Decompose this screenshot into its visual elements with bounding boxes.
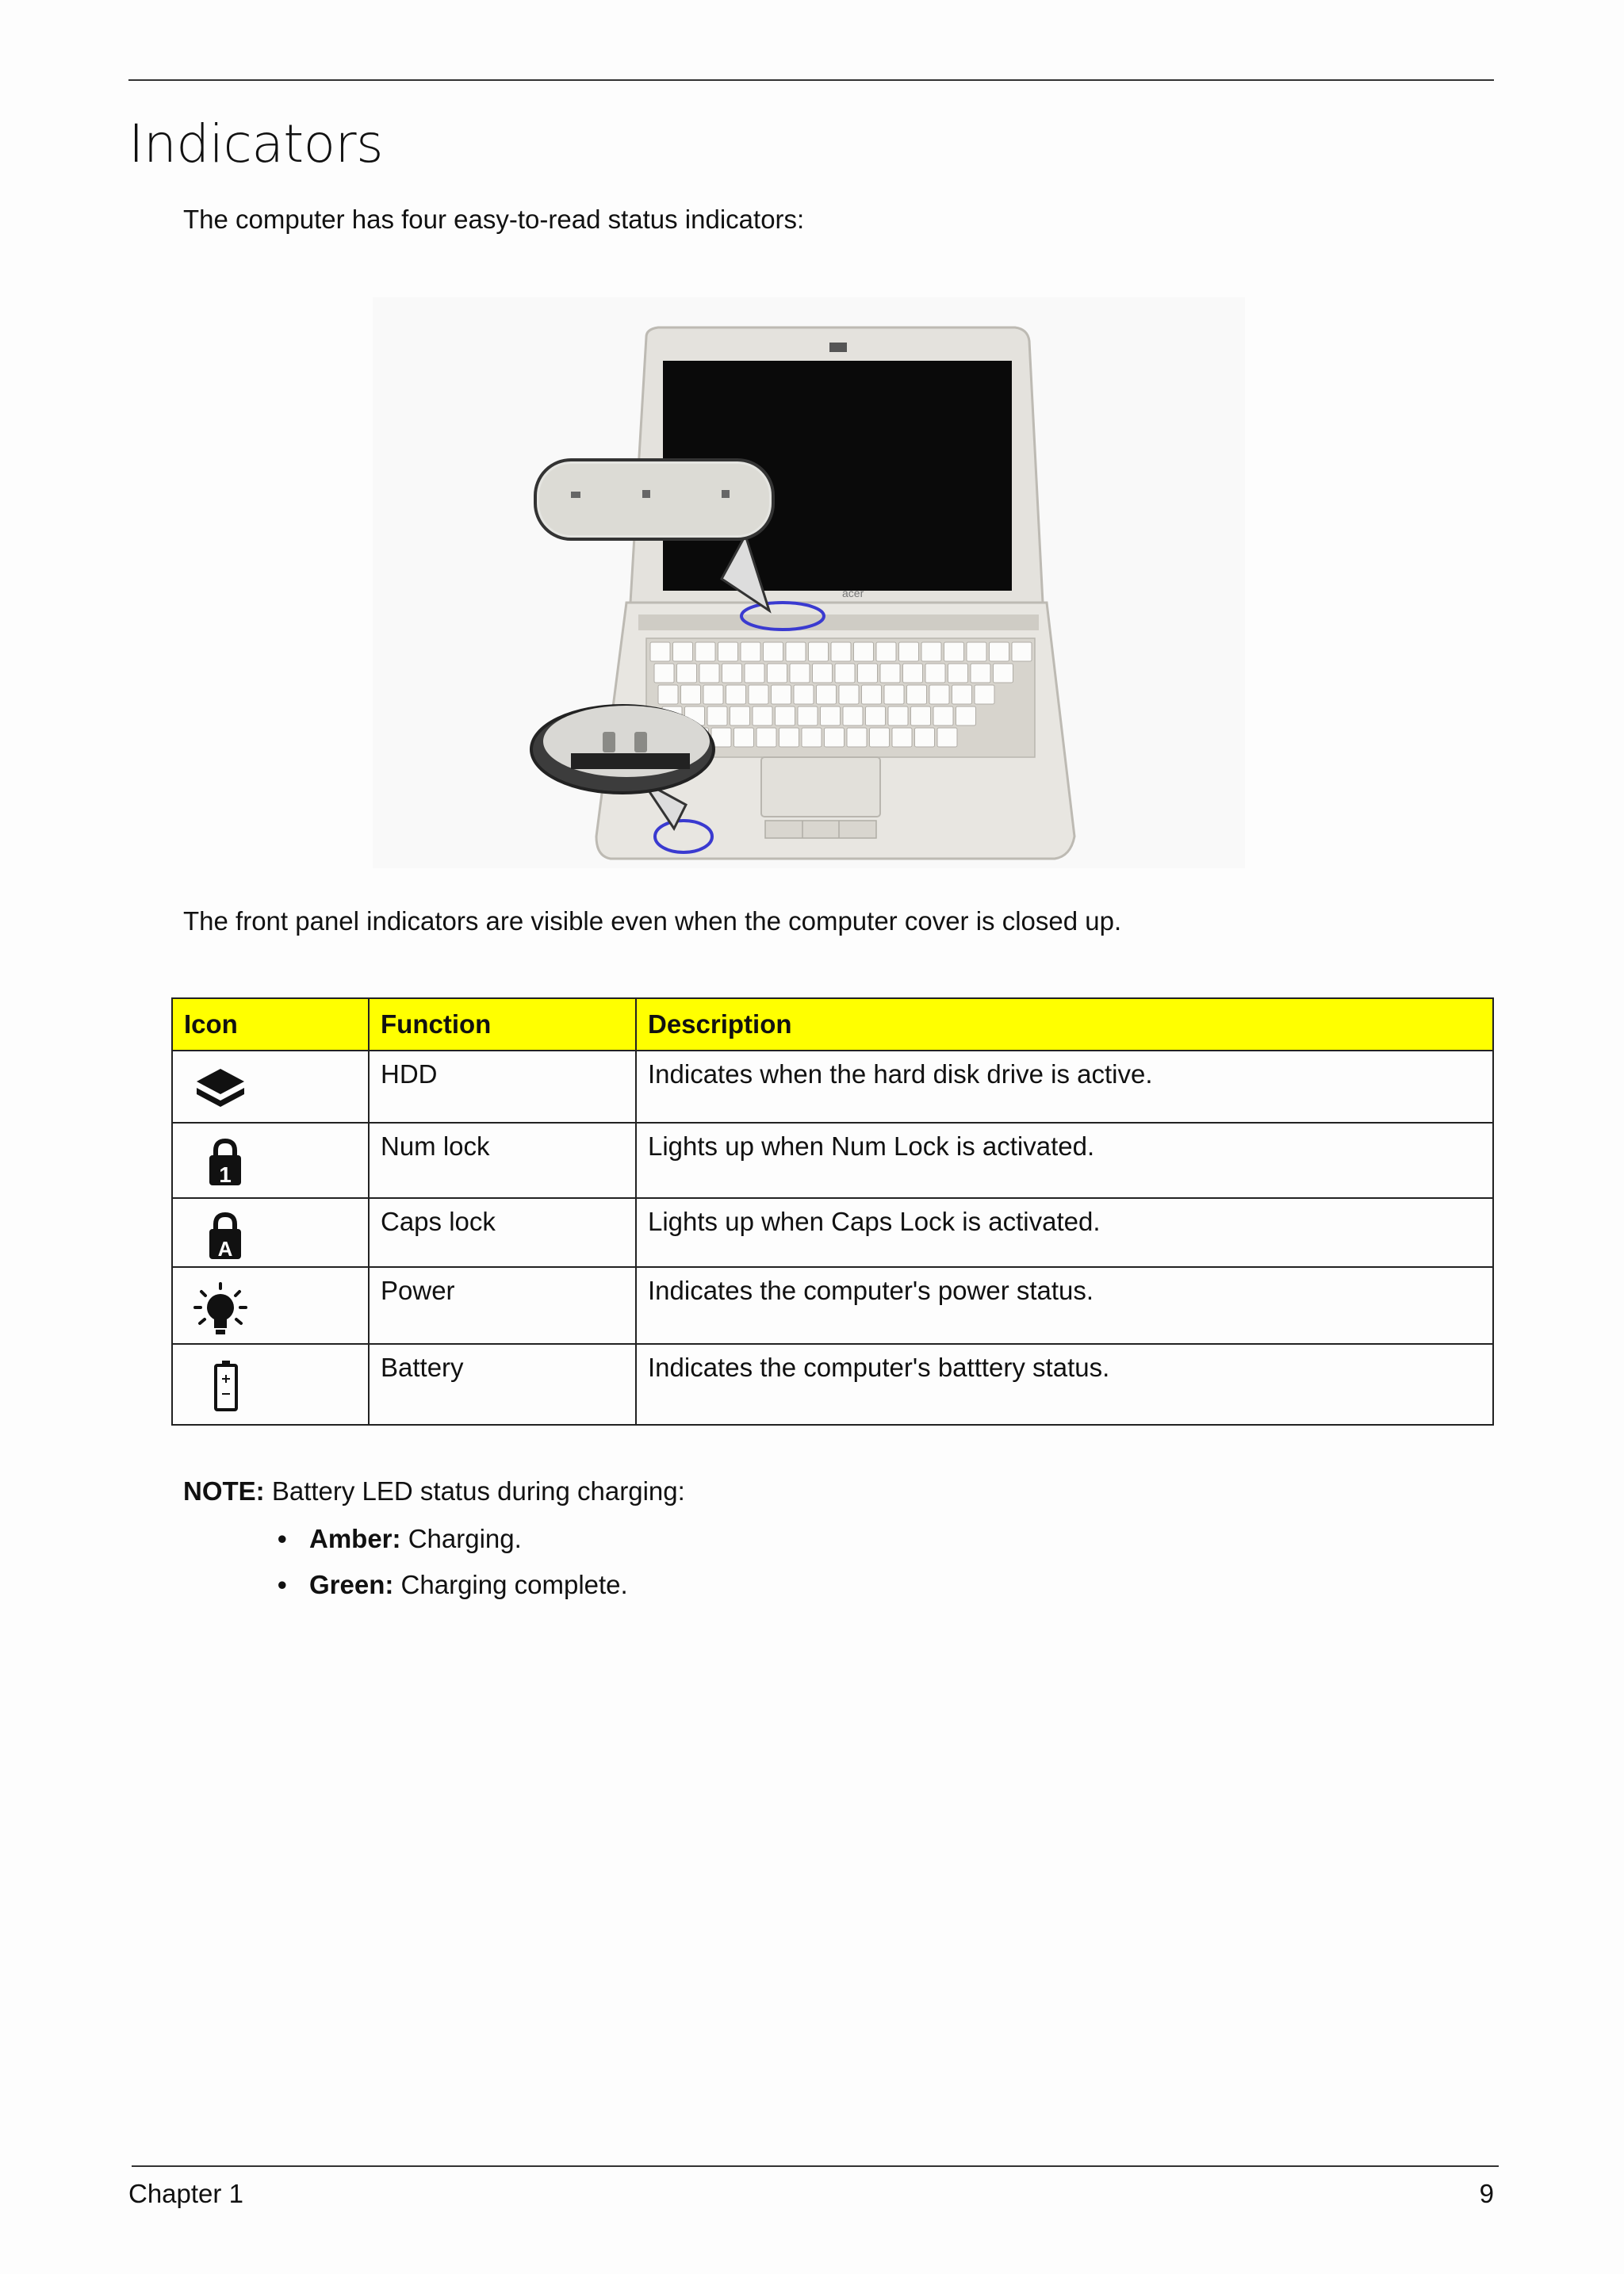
- keyboard-key: [884, 685, 904, 704]
- keyboard-key: [681, 685, 701, 704]
- svg-text:1: 1: [219, 1162, 232, 1187]
- keyboard-key: [756, 728, 776, 747]
- keyboard-key: [858, 664, 878, 683]
- keyboard-key: [925, 664, 945, 683]
- table-row: [172, 1344, 1493, 1425]
- item-text: Charging.: [400, 1524, 522, 1553]
- keyboard-key: [798, 706, 818, 725]
- keyboard-key: [707, 706, 727, 725]
- keyboard-key: [809, 642, 829, 661]
- item-label: Amber:: [309, 1524, 401, 1553]
- keyboard-key: [907, 685, 927, 704]
- keyboard-key: [703, 685, 723, 704]
- keyboard-key: [726, 685, 746, 704]
- header-function: Function: [369, 998, 636, 1051]
- description-cell: Lights up when Num Lock is activated.: [636, 1123, 1493, 1198]
- footer-chapter: Chapter 1: [128, 2179, 243, 2208]
- table-row: [172, 1267, 1493, 1344]
- function-cell: Battery: [369, 1344, 636, 1425]
- description-cell: Indicates the computer's power status.: [636, 1267, 1493, 1344]
- keyboard-key: [764, 642, 783, 661]
- icon-cell: [172, 1123, 369, 1198]
- keyboard-key: [790, 664, 810, 683]
- keyboard-key: [1012, 642, 1032, 661]
- keyboard-key: [749, 685, 768, 704]
- keyboard-key: [929, 685, 949, 704]
- top-rule: [128, 79, 1494, 81]
- svg-text:A: A: [217, 1237, 233, 1261]
- laptop-illustration: [373, 297, 1245, 868]
- keyboard-key: [835, 664, 855, 683]
- keyboard-key: [933, 706, 953, 725]
- note-list: [278, 1524, 628, 1616]
- footer-page-number: 9: [1479, 2179, 1494, 2208]
- keyboard-key: [654, 664, 674, 683]
- keyboard-key: [699, 664, 719, 683]
- keyboard-key: [880, 664, 900, 683]
- caps-lock-icon: [190, 1210, 251, 1261]
- note: [183, 1476, 685, 1506]
- keyboard-key: [802, 728, 822, 747]
- function-cell: Power: [369, 1267, 636, 1344]
- table-row: [172, 1051, 1493, 1123]
- keyboard-key: [944, 642, 964, 661]
- keyboard-key: [779, 728, 799, 747]
- hdd-icon: [190, 1062, 251, 1113]
- keyboard-key: [892, 728, 912, 747]
- keyboard-key: [948, 664, 968, 683]
- keyboard-key: [813, 664, 833, 683]
- icon-cell: [172, 1051, 369, 1123]
- intro-text: The computer has four easy-to-read status indicators:: [183, 205, 805, 234]
- note-label: NOTE:: [183, 1476, 265, 1506]
- num-lock-icon: [190, 1135, 251, 1189]
- bullet-icon: •: [278, 1524, 287, 1553]
- keyboard-key: [718, 642, 738, 661]
- keyboard-key: [730, 706, 750, 725]
- keyboard-key: [786, 642, 806, 661]
- bullet-icon: •: [278, 1570, 287, 1599]
- indicators-table: [171, 997, 1494, 1426]
- keyboard-key: [745, 664, 764, 683]
- function-cell: Num lock: [369, 1123, 636, 1198]
- keyboard-key: [915, 728, 935, 747]
- bottom-rule: [132, 2165, 1499, 2167]
- svg-text:acer: acer: [842, 587, 864, 599]
- icon-cell: [172, 1198, 369, 1267]
- keyboard-key: [677, 664, 697, 683]
- keyboard-key: [825, 728, 845, 747]
- keyboard-key: [854, 642, 874, 661]
- keyboard-key: [975, 685, 994, 704]
- keyboard-key: [866, 706, 886, 725]
- keyboard-key: [650, 642, 670, 661]
- list-item: [278, 1524, 628, 1570]
- keyboard-key: [847, 728, 867, 747]
- keyboard-key: [753, 706, 772, 725]
- note-text: Battery LED status during charging:: [264, 1476, 685, 1506]
- keyboard-key: [772, 685, 791, 704]
- keyboard-key: [937, 728, 957, 747]
- list-item: [278, 1570, 628, 1616]
- keyboard-key: [817, 685, 837, 704]
- keyboard-key: [870, 728, 890, 747]
- description-cell: Lights up when Caps Lock is activated.: [636, 1198, 1493, 1267]
- keyboard-key: [741, 642, 760, 661]
- item-text: Charging complete.: [393, 1570, 628, 1599]
- function-cell: Caps lock: [369, 1198, 636, 1267]
- keyboard-key: [994, 664, 1013, 683]
- keyboard-key: [843, 706, 863, 725]
- table-row: [172, 1198, 1493, 1267]
- keyboard-key: [734, 728, 754, 747]
- header-description: Description: [636, 998, 1493, 1051]
- keyboard-key: [888, 706, 908, 725]
- keyboard-key: [899, 642, 919, 661]
- page-title: Indicators: [128, 113, 384, 174]
- description-cell: Indicates the computer's batttery status.: [636, 1344, 1493, 1425]
- icon-cell: [172, 1267, 369, 1344]
- function-cell: HDD: [369, 1051, 636, 1123]
- keyboard-key: [956, 706, 976, 725]
- keyboard-key: [911, 706, 931, 725]
- keyboard-key: [768, 664, 787, 683]
- keyboard-key: [967, 642, 986, 661]
- keyboard-key: [776, 706, 795, 725]
- keyboard-key: [673, 642, 693, 661]
- keyboard-key: [658, 685, 678, 704]
- power-icon: [190, 1279, 251, 1342]
- description-cell: Indicates when the hard disk drive is active.: [636, 1051, 1493, 1123]
- keyboard-key: [839, 685, 859, 704]
- keyboard-key: [971, 664, 990, 683]
- table-header-row: [172, 998, 1493, 1051]
- keyboard-key: [862, 685, 882, 704]
- keyboard-key: [821, 706, 841, 725]
- keyboard-key: [695, 642, 715, 661]
- battery-icon: [190, 1356, 251, 1416]
- table-row: [172, 1123, 1493, 1198]
- header-icon: Icon: [172, 998, 369, 1051]
- front-panel-text: The front panel indicators are visible even when the computer cover is closed up.: [183, 906, 1122, 936]
- keyboard-key: [921, 642, 941, 661]
- keyboard-key: [722, 664, 742, 683]
- keyboard-key: [876, 642, 896, 661]
- icon-cell: [172, 1344, 369, 1425]
- keyboard-key: [831, 642, 851, 661]
- keyboard-key: [990, 642, 1009, 661]
- keyboard-key: [952, 685, 972, 704]
- keyboard-key: [794, 685, 814, 704]
- item-label: Green:: [309, 1570, 394, 1599]
- keyboard-key: [903, 664, 923, 683]
